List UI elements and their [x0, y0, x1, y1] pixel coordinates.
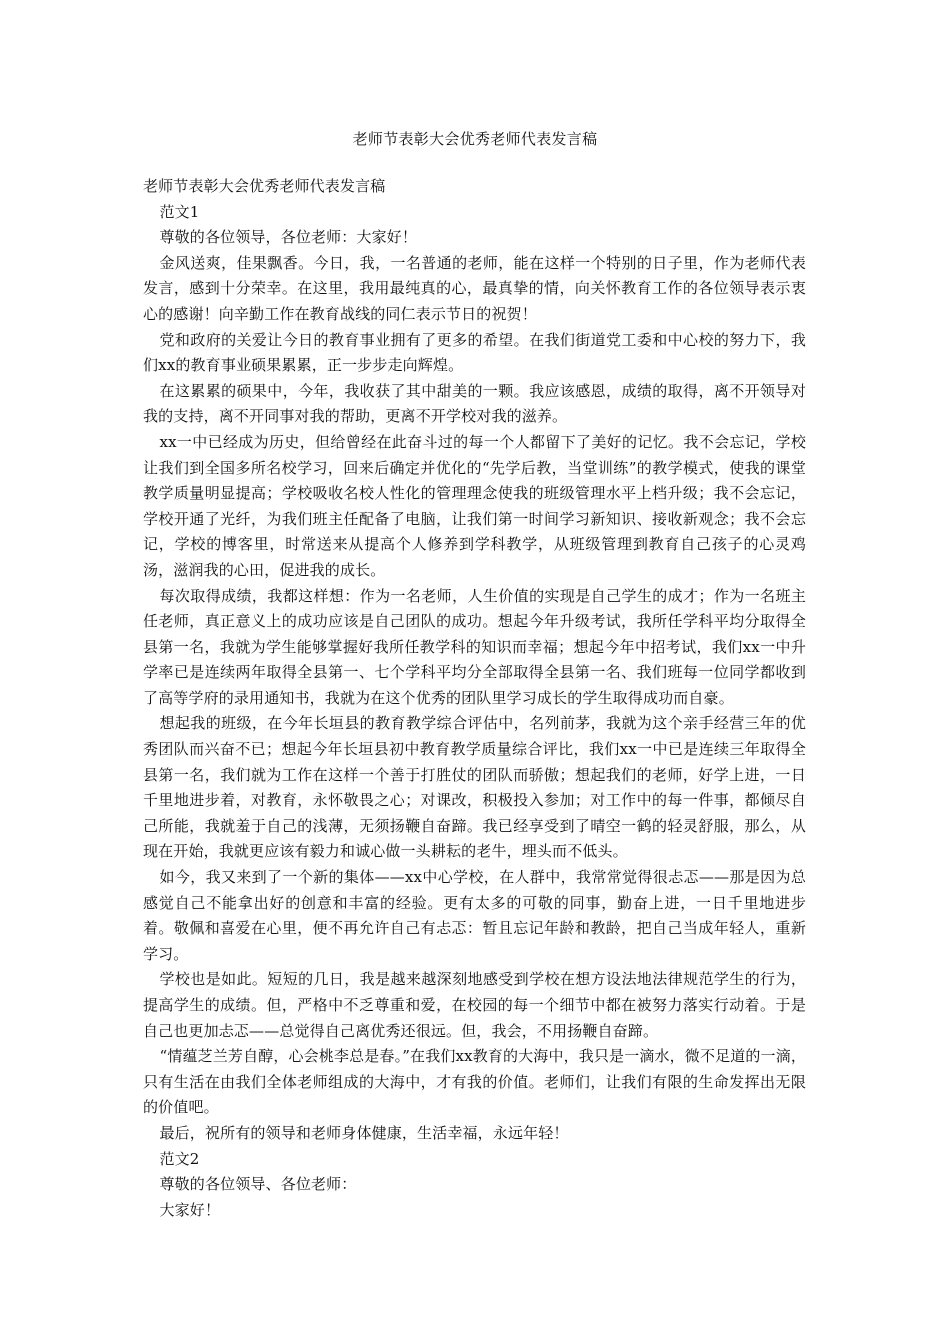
greeting-paragraph: 尊敬的各位领导，各位老师：大家好！ [159, 228, 418, 247]
body-paragraph: “情蕴芝兰芳自醇，心会桃李总是春。”在我们xx教育的大海中，我只是一滴水，微不足道的一滴，只有生活在由我们全体老师组成的大海中，才有我的价值。老师们，让我们有限的生命发挥出无限的价值吧。 [143, 1047, 807, 1117]
page-title: 老师节表彰大会优秀老师代表发言稿 [352, 130, 598, 148]
body-paragraph: 金风送爽，佳果飘香。今日，我，一名普通的老师，能在这样一个特别的日子里，作为老师代表发言，感到十分荣幸。在这里，我用最纯真的心，最真挚的情，向关怀教育工作的各位领导表示衷心的感谢！向辛勤工作在教育战线的同仁表示节日的祝贺！ [143, 253, 806, 323]
body-paragraph: 党和政府的关爱让今日的教育事业拥有了更多的希望。在我们街道党工委和中心校的努力下，我们xx的教育事业硕果累累，正一步步走向辉煌。 [143, 330, 806, 375]
section-label-1: 范文1 [159, 202, 200, 221]
body-heading: 老师节表彰大会优秀老师代表发言稿 [143, 177, 386, 195]
body-paragraph: 想起我的班级，在今年长垣县的教育教学综合评估中，名列前茅，我就为这个亲手经营三年的优秀团队而兴奋不已；想起今年长垣县初中教育教学质量综合评比，我们xx一中已是连续三年取得全县第一名，我们就为工作在这样一个善于打胜仗的团队而骄傲；想起我们的老师，好学上进，一日千里地进步着，对教育，永怀敬畏之心；对课改，积极投入参加；对工作中的每一件事，都倾尽自己所能，我就羞于自己的浅薄，无须扬鞭自奋蹄。我已经享受到了晴空一鹤的轻灵舒服，那么，从现在开始，我就更应该有毅力和诚心做一头耕耘的老牛，埋头而不低头。 [143, 714, 806, 861]
body-paragraph: 每次取得成绩，我都这样想：作为一名老师，人生价值的实现是自己学生的成才；作为一名班主任老师，真正意义上的成功应该是自己团队的成功。想起今年升级考试，我所任学科平均分取得全县第一名，我就为学生能够掌握好我所任教学科的知识而幸福；想起今年中招考试，我们xx一中升学率已是连续两年取得全县第一、七个学科平均分全部取得全县第一名、我们班每一位同学都收到了高等学府的录用通知书，我就为在这个优秀的团队里学习成长的学生取得成功而自豪。 [143, 586, 806, 707]
document-body [143, 174, 806, 1223]
body-paragraph: 学校也是如此。短短的几日，我是越来越深刻地感受到学校在想方设法地法律规范学生的行为，提高学生的成绩。但，严格中不乏尊重和爱，在校园的每一个细节中都在被努力落实行动着。于是自己也更加忐忑——总觉得自己离优秀还很远。但，我会，不用扬鞭自奋蹄。 [143, 970, 806, 1040]
greeting-line: 大家好！ [159, 1200, 221, 1219]
section-label-2: 范文2 [159, 1149, 200, 1168]
body-paragraph: xx一中已经成为历史，但给曾经在此奋斗过的每一个人都留下了美好的记忆。我不会忘记，学校让我们到全国多所名校学习，回来后确定并优化的“先学后教，当堂训练”的教学模式，使我的课堂教学质量明显提高；学校吸收名校人性化的管理理念使我的班级管理水平上档升级；我不会忘记，学校开通了光纤，为我们班主任配备了电脑，让我们第一时间学习新知识、接收新观念；我不会忘记，学校的博客里，时常送来从提高个人修养到学科教学，从班级管理到教育自己孩子的心灵鸡汤，滋润我的心田，促进我的成长。 [143, 432, 806, 579]
closing-paragraph: 最后，祝所有的领导和老师身体健康，生活幸福，永远年轻！ [159, 1123, 569, 1142]
body-paragraph: 在这累累的硕果中，今年，我收获了其中甜美的一颗。我应该感恩，成绩的取得，离不开领导对我的支持，离不开同事对我的帮助，更离不开学校对我的滋养。 [143, 381, 806, 426]
body-paragraph: 如今，我又来到了一个新的集体——xx中心学校，在人群中，我常常觉得很忐忑——那是因为总感觉自己不能拿出好的创意和丰富的经验。更有太多的可敬的同事，勤奋上进，一日千里地进步着。敬佩和喜爱在心里，便不再允许自己有忐忑：暂且忘记年龄和教龄，把自己当成年轻人，重新学习。 [143, 868, 806, 963]
salutation: 尊敬的各位领导、各位老师： [159, 1175, 357, 1194]
